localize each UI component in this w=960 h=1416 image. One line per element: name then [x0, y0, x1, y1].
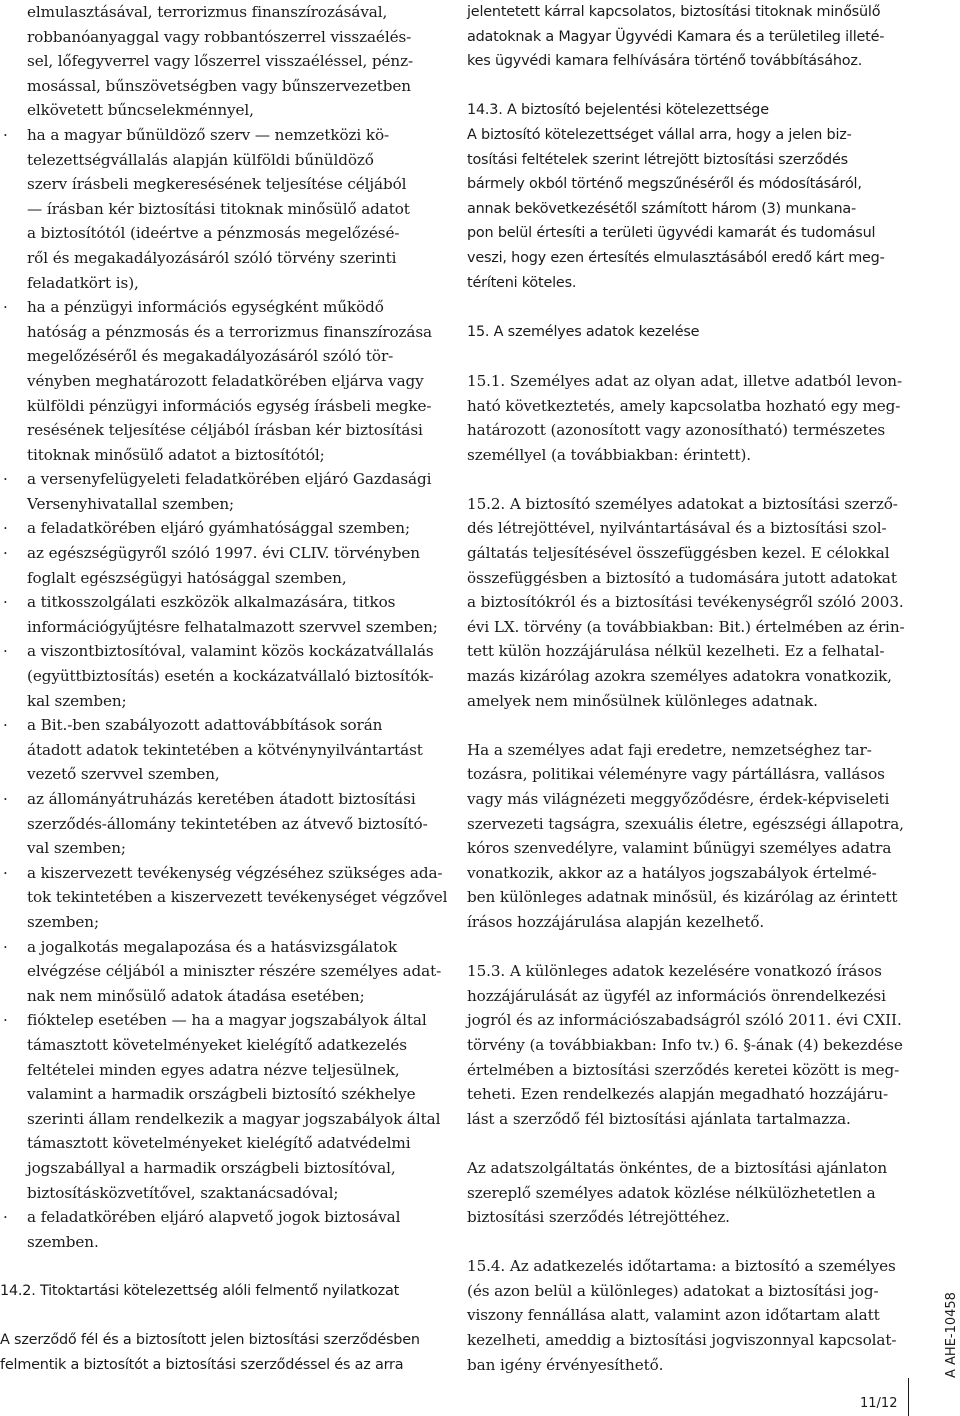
text-line: kóros szenvedélyre, valamint bűnügyi személyes adatra [467, 839, 892, 858]
text-line: vényben meghatározott feladatkörében eljárva vagy [27, 371, 424, 390]
paragraph-gap [467, 935, 907, 960]
text-line: szerződés-állomány tekintetében az átvevő biztosító- [27, 814, 428, 833]
text-line: vagy más világnézeti meggyőződésre, érdek-képviseleti [467, 790, 890, 808]
text-line: szereplő személyes adatok közlése nélkülözhetetlen a [467, 1183, 876, 1202]
paragraph-gap [467, 344, 907, 369]
text-line: támasztott követelményeket kielégítő adatvédelmi [27, 1134, 411, 1153]
text-line: kes ügyvédi kamara felhívására történő továbbításához. [467, 53, 863, 70]
text-line: értelmében a biztosítási szerződés keretei között is meg- [467, 1060, 900, 1079]
text-line: 15.1. Személyes adat az olyan adat, illetve adatból levon- [467, 371, 903, 390]
text-line: mazás kizárólag azokra személyes adatokra vonatkozik, [467, 667, 892, 686]
text-line: 14.2. Titoktartási kötelezettség alóli felmentő nyilatkozat [0, 1282, 400, 1299]
text-line: elvégzése céljából a miniszter részére személyes adat- [27, 962, 442, 981]
text-line: · az állományátruházás keretében átadott biztosítási [0, 787, 436, 812]
text-line: · az egészségügyről szóló 1997. évi CLIV. törvényben [0, 541, 436, 566]
text-line: sel, lőfegyverrel vagy lőszerrel visszaéléssel, pénz- [27, 52, 414, 71]
text-line: kezelheti, ameddig a biztosítási jogviszonnyal kapcsolat- [467, 1331, 897, 1350]
text-line: Versenyhivatallal szemben; [27, 494, 235, 513]
text-line: · a kiszervezett tevékenység végzéséhez szükséges ada- [0, 861, 436, 886]
text-line: külföldi pénzügyi információs egység írásbeli megke- [27, 396, 432, 415]
paragraph-gap [467, 74, 907, 99]
text-line: megelőzéséről és megakadályozásáról szóló tör- [27, 347, 394, 366]
paragraph-gap [467, 467, 907, 492]
text-line: bármely okból történő megszűnéséről és módosításáról, [467, 176, 862, 193]
text-line: · a jogalkotás megalapozása és a hatásvizsgálatok [0, 935, 436, 960]
text-line: jogról és az információszabadságról szóló 2011. évi CXII. [467, 1011, 902, 1030]
text-line: · ha a magyar bűnüldöző szerv — nemzetközi kö- [0, 123, 436, 148]
text-line: · a versenyfelügyeleti feladatkörében eljáró Gazdasági [0, 467, 436, 492]
paragraph-gap [0, 1303, 436, 1328]
text-line: tozásra, politikai véleményre vagy pártállásra, vallásos [467, 765, 885, 784]
text-line: írásos hozzájárulása alapján kezelhető. [467, 912, 765, 931]
text-line: teheti. Ezen rendelkezés alapján megadható hozzájáru- [467, 1085, 889, 1104]
text-line: 15.2. A biztosító személyes adatokat a biztosítási szerző- [467, 494, 898, 513]
text-line: 15.4. Az adatkezelés időtartama: a biztosító a személyes [467, 1257, 896, 1276]
text-line: biztosításközvetítővel, szaktanácsadóval; [27, 1183, 339, 1202]
footer-divider [908, 1378, 909, 1416]
text-line: Ha a személyes adat faji eredetre, nemzetséghez tar- [467, 740, 872, 759]
paragraph-gap [467, 1131, 907, 1156]
paragraph-gap [467, 713, 907, 738]
text-line: hatóság a pénzmosás és a terrorizmus finanszírozása [27, 322, 433, 341]
text-line: tok tekintetében a kiszervezett tevékenységet végzővel [27, 888, 448, 907]
text-line: · a Bit.-ben szabályozott adattovábbítások során [0, 713, 436, 738]
text-line: ban igény érvényesíthető. [467, 1355, 664, 1374]
text-line: szemben; [27, 912, 99, 931]
text-line: dés létrejöttével, nyilvántartásával és a biztosítási szol- [467, 519, 887, 538]
text-line: lást a szerződő fél biztosítási ajánlata tartalmazza. [467, 1109, 851, 1128]
text-line: · a feladatkörében eljáró gyámhatósággal szemben; [0, 516, 436, 541]
text-line: Az adatszolgáltatás önkéntes, de a biztosítási ajánlaton [467, 1158, 888, 1177]
text-line: összefüggésben a biztosító a tudomására jutott adatokat [467, 568, 897, 587]
text-line: a biztosítótól (ideértve a pénzmosás megelőzésé- [27, 224, 400, 243]
text-line: jelentetett kárral kapcsolatos, biztosítási titoknak minősülő [467, 4, 881, 20]
text-line: törvény (a továbbiakban: Info tv.) 6. §-ának (4) bekezdése [467, 1035, 903, 1054]
text-line: átadott adatok tekintetében a kötvénynyilvántartást [27, 740, 423, 759]
text-line: szervezeti tagságra, szexuális életre, egészségi állapotra, [467, 814, 904, 833]
text-line: kal szemben; [27, 691, 127, 710]
text-line: 15. A személyes adatok kezelése [467, 323, 700, 340]
text-line: adatoknak a Magyar Ügyvédi Kamara és a területileg illeté- [467, 28, 885, 45]
text-line: támasztott követelményeket kielégítő adatkezelés [27, 1035, 407, 1054]
text-line: foglalt egészségügyi hatósággal szemben, [27, 568, 347, 587]
text-line: pon belül értesíti a területi ügyvédi kamarát és tudomásul [467, 225, 876, 242]
text-line: hozzájárulását az ügyfél az információs önrendelkezési [467, 986, 886, 1005]
text-line: (és azon belül a különleges) adatokat a biztosítási jog- [467, 1281, 879, 1300]
paragraph-gap [467, 295, 907, 320]
text-line: ható következtetés, amely kapcsolatba hozható egy meg- [467, 396, 901, 415]
paragraph-gap [467, 1230, 907, 1255]
text-line: ről és megakadályozásáról szóló törvény szerinti [27, 248, 397, 267]
text-line: · fióktelep esetében — ha a magyar jogszabályok által [0, 1008, 436, 1033]
text-line: személlyel (a továbbiakban: érintett). [467, 445, 752, 464]
text-line: amelyek nem minősülnek különleges adatnak. [467, 691, 818, 710]
text-line: gáltatás teljesítésével összefüggésben kezel. E célokkal [467, 544, 890, 563]
text-line: szerv írásbeli megkeresésének teljesítése céljából [27, 175, 407, 194]
text-line: · ha a pénzügyi információs egységként működő [0, 295, 436, 320]
text-line: telezettségvállalás alapján külföldi bűnüldöző [27, 150, 374, 169]
text-line: 14.3. A biztosító bejelentési kötelezettsége [467, 102, 769, 119]
text-line: — írásban kér biztosítási titoknak minősülő adatot [27, 199, 410, 218]
document-code: A AHE-10458 [944, 1292, 959, 1378]
text-line: · a titkosszolgálati eszközök alkalmazására, titkos [0, 590, 436, 615]
text-line: (együttbiztosítás) esetén a kockázatvállaló biztosítók- [27, 667, 434, 686]
text-line: ben különleges adatnak minősül, és kizárólag az érintett [467, 888, 898, 907]
left-column [0, 0, 448, 1377]
text-line: val szemben; [27, 839, 126, 858]
text-line: vezető szervvel szemben, [27, 765, 220, 784]
text-line: szemben. [27, 1232, 99, 1251]
text-line: feladatkört is), [27, 273, 139, 292]
text-line: 15.3. A különleges adatok kezelésére vonatkozó írásos [467, 962, 882, 981]
text-line: évi LX. törvény (a továbbiakban: Bit.) értelmében az érin- [467, 617, 905, 636]
text-line: jogszabállyal a harmadik országbeli biztosítóval, [27, 1158, 396, 1177]
text-line: · a viszontbiztosítóval, valamint közös kockázatvállalás [0, 639, 436, 664]
text-line: a biztosítókról és a biztosítási tevékenységről szóló 2003. [467, 593, 904, 612]
text-line: feltételei minden egyes adatra nézve teljesülnek, [27, 1060, 400, 1079]
paragraph-gap [0, 1254, 436, 1279]
text-line: tosítási feltételek szerint létrejött biztosítási szerződés [467, 151, 848, 168]
text-line: robbanóanyaggal vagy robbantószerrel visszaélés- [27, 27, 412, 46]
text-line: resésének teljesítése céljából írásban kér biztosítási [27, 421, 423, 440]
text-line: vonatkozik, akkor az a hatályos jogszabályok értelmé- [467, 863, 877, 882]
text-line: mosással, bűnszövetségben vagy bűnszervezetben [27, 76, 411, 95]
text-line: téríteni köteles. [467, 274, 577, 291]
text-line: elkövetett bűncselekménnyel, [27, 101, 254, 120]
text-line: A biztosító kötelezettséget vállal arra, hogy a jelen biz- [467, 126, 852, 143]
text-line: tett külön hozzájárulása nélkül kezelheti. Ez a felhatal- [467, 642, 885, 661]
text-line: szerinti állam rendelkezik a magyar jogszabályok által [27, 1109, 441, 1128]
text-line: A szerződő fél és a biztosított jelen biztosítási szerződésben [0, 1332, 420, 1349]
text-line: viszony fennállása alatt, valamint azon időtartam alatt [467, 1306, 880, 1325]
text-line: titoknak minősülő adatot a biztosítótól; [27, 445, 325, 464]
text-line: biztosítási szerződés létrejöttéhez. [467, 1208, 730, 1227]
text-line: annak bekövetkezésétől számított három (3) munkana- [467, 200, 857, 217]
text-line: valamint a harmadik országbeli biztosító székhelye [27, 1085, 416, 1104]
text-line: információgyűjtésre felhatalmazott szervvel szemben; [27, 617, 438, 636]
right-column [467, 0, 907, 1377]
text-line: · a feladatkörében eljáró alapvető jogok biztosával [0, 1205, 436, 1230]
text-line: veszi, hogy ezen értesítés elmulasztásából eredő kárt meg- [467, 249, 885, 266]
text-line: felmentik a biztosítót a biztosítási szerződéssel és az arra [0, 1356, 404, 1373]
text-line: határozott (azonosított vagy azonosítható) természetes [467, 421, 886, 440]
text-line: nak nem minősülő adatok átadása esetében; [27, 986, 365, 1005]
page-number: 11/12 [860, 1396, 898, 1411]
text-line: elmulasztásával, terrorizmus finanszírozásával, [27, 3, 388, 21]
